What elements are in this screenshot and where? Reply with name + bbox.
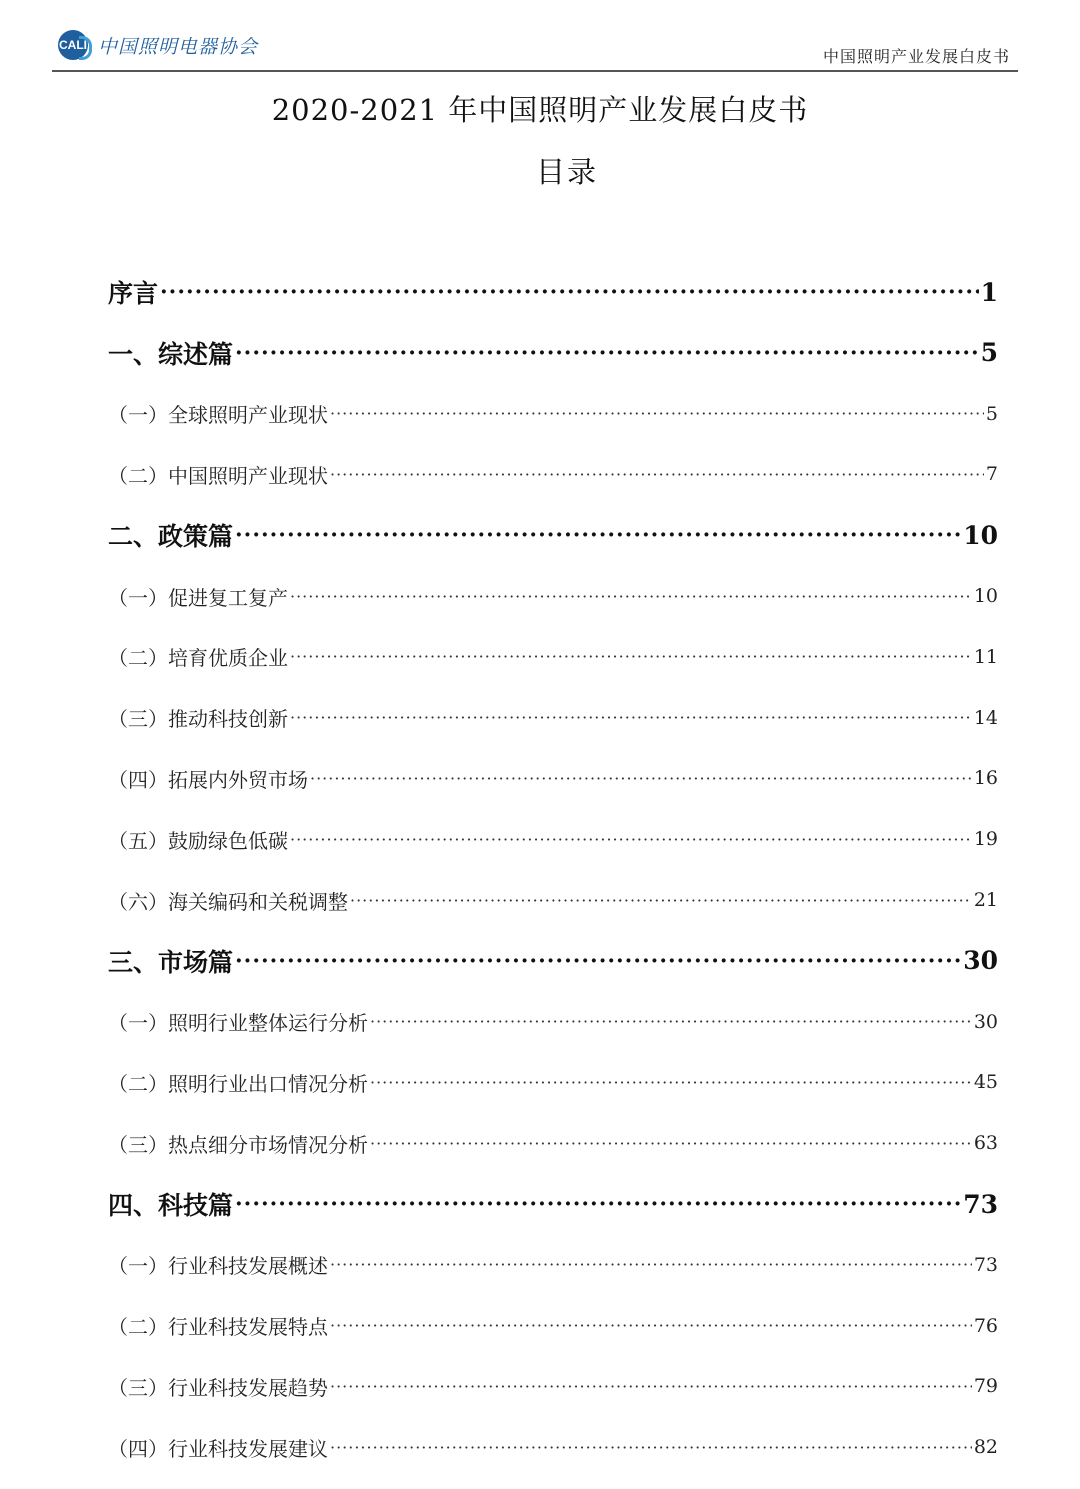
dot-leader	[330, 1377, 972, 1396]
toc-subsection-entry[interactable]	[108, 1356, 998, 1416]
toc-page-number: 1	[980, 277, 998, 307]
toc-entry-label: （一）促进复工复产	[108, 585, 288, 610]
toc-entry-label: （三）行业科技发展趋势	[108, 1375, 328, 1400]
toc-entry-label: （一）全球照明产业现状	[108, 403, 328, 428]
toc-subsection-entry[interactable]	[108, 688, 998, 748]
toc-page-number: 19	[973, 828, 998, 851]
dot-leader	[370, 1134, 972, 1153]
toc-page-number: 73	[973, 1253, 998, 1276]
dot-leader	[330, 404, 984, 423]
toc-page-number: 7	[985, 463, 998, 486]
toc-subsection-entry[interactable]	[108, 748, 998, 808]
association-logo	[58, 28, 258, 62]
toc-entry-label: （四）拓展内外贸市场	[108, 767, 308, 792]
toc-subsection-entry[interactable]	[108, 1113, 998, 1173]
toc-page-number: 11	[973, 645, 998, 668]
toc-entry-label: 序言	[108, 279, 159, 308]
toc-page-number: 5	[980, 338, 998, 368]
dot-leader	[235, 1191, 961, 1217]
toc-page-number: 76	[973, 1314, 998, 1337]
toc-page-number: 45	[973, 1071, 998, 1094]
toc-subsection-entry[interactable]	[108, 1235, 998, 1295]
toc-subsection-entry[interactable]	[108, 627, 998, 687]
dot-leader	[235, 948, 961, 974]
toc-subsection-entry[interactable]	[108, 444, 998, 504]
toc-page-number: 30	[963, 946, 998, 976]
toc-subsection-entry[interactable]	[108, 566, 998, 626]
toc-entry-label: 二、政策篇	[108, 522, 234, 552]
toc-subsection-entry[interactable]	[108, 384, 998, 444]
dot-leader	[350, 891, 972, 910]
toc-heading: 目录	[535, 155, 598, 189]
toc-page-number: 10	[963, 520, 998, 550]
toc-entry-label: （二）照明行业出口情况分析	[108, 1071, 368, 1096]
dot-leader	[290, 708, 972, 727]
page-header	[52, 24, 1018, 72]
toc-page-number: 16	[973, 767, 998, 790]
logo-text: 中国照明电器协会	[98, 35, 259, 58]
dot-leader	[330, 465, 984, 484]
dot-leader	[290, 830, 972, 849]
dot-leader	[310, 769, 972, 788]
toc-entry-label: （一）行业科技发展概述	[108, 1254, 328, 1279]
document-title: 2020-2021 年中国照明产业发展白皮书	[271, 93, 809, 127]
toc-entry-label: 四、科技篇	[108, 1191, 234, 1220]
toc-entry-label: （一）照明行业整体运行分析	[108, 1011, 368, 1036]
toc-page-number: 14	[973, 706, 998, 729]
toc-page-number: 63	[973, 1132, 998, 1155]
toc-entry-label: （六）海关编码和关税调整	[108, 889, 348, 914]
toc-entry-label: （二）中国照明产业现状	[108, 463, 328, 488]
toc-entry-label: 三、市场篇	[108, 947, 234, 977]
dot-leader	[290, 647, 972, 666]
toc-entry-label: （二）培育优质企业	[108, 646, 288, 671]
toc-entry-label: （三）推动科技创新	[108, 707, 288, 732]
toc-subsection-entry[interactable]	[108, 992, 998, 1052]
toc-page-number: 30	[973, 1010, 998, 1033]
dot-leader	[290, 587, 972, 606]
toc-entry-label: （三）热点细分市场情况分析	[108, 1132, 368, 1157]
toc-page-number: 5	[985, 402, 998, 425]
toc-page-number: 73	[963, 1189, 998, 1219]
dot-leader	[330, 1438, 972, 1457]
dot-leader	[160, 279, 979, 305]
toc-page-number: 79	[973, 1375, 998, 1398]
toc-subsection-entry[interactable]	[108, 1296, 998, 1356]
toc-section-entry[interactable]	[108, 262, 998, 322]
dot-leader	[235, 522, 961, 548]
dot-leader	[235, 340, 979, 366]
dot-leader	[370, 1012, 972, 1031]
toc-section-entry[interactable]	[108, 1174, 998, 1234]
toc-page-number: 10	[973, 585, 998, 607]
toc-section-entry[interactable]	[108, 323, 998, 383]
toc-subsection-entry[interactable]	[108, 1417, 998, 1477]
toc-subsection-entry[interactable]	[108, 809, 998, 869]
toc-section-entry[interactable]	[108, 931, 998, 991]
toc-entry-label: （四）行业科技发展建议	[108, 1436, 328, 1461]
dot-leader	[370, 1073, 972, 1092]
dot-leader	[330, 1316, 972, 1335]
logo-mark-icon: CALI	[58, 30, 88, 60]
toc-entry-label: （二）行业科技发展特点	[108, 1315, 328, 1340]
toc-entry-label: （五）鼓励绿色低碳	[108, 828, 288, 853]
dot-leader	[330, 1255, 972, 1274]
toc-page-number: 82	[973, 1436, 998, 1459]
toc-section-entry[interactable]	[108, 505, 998, 565]
toc-subsection-entry[interactable]	[108, 1052, 998, 1112]
toc-subsection-entry[interactable]	[108, 870, 998, 930]
running-header-title: 中国照明产业发展白皮书	[822, 47, 1010, 66]
toc-page-number: 21	[973, 889, 998, 911]
toc-entry-label: 一、综述篇	[108, 339, 234, 369]
